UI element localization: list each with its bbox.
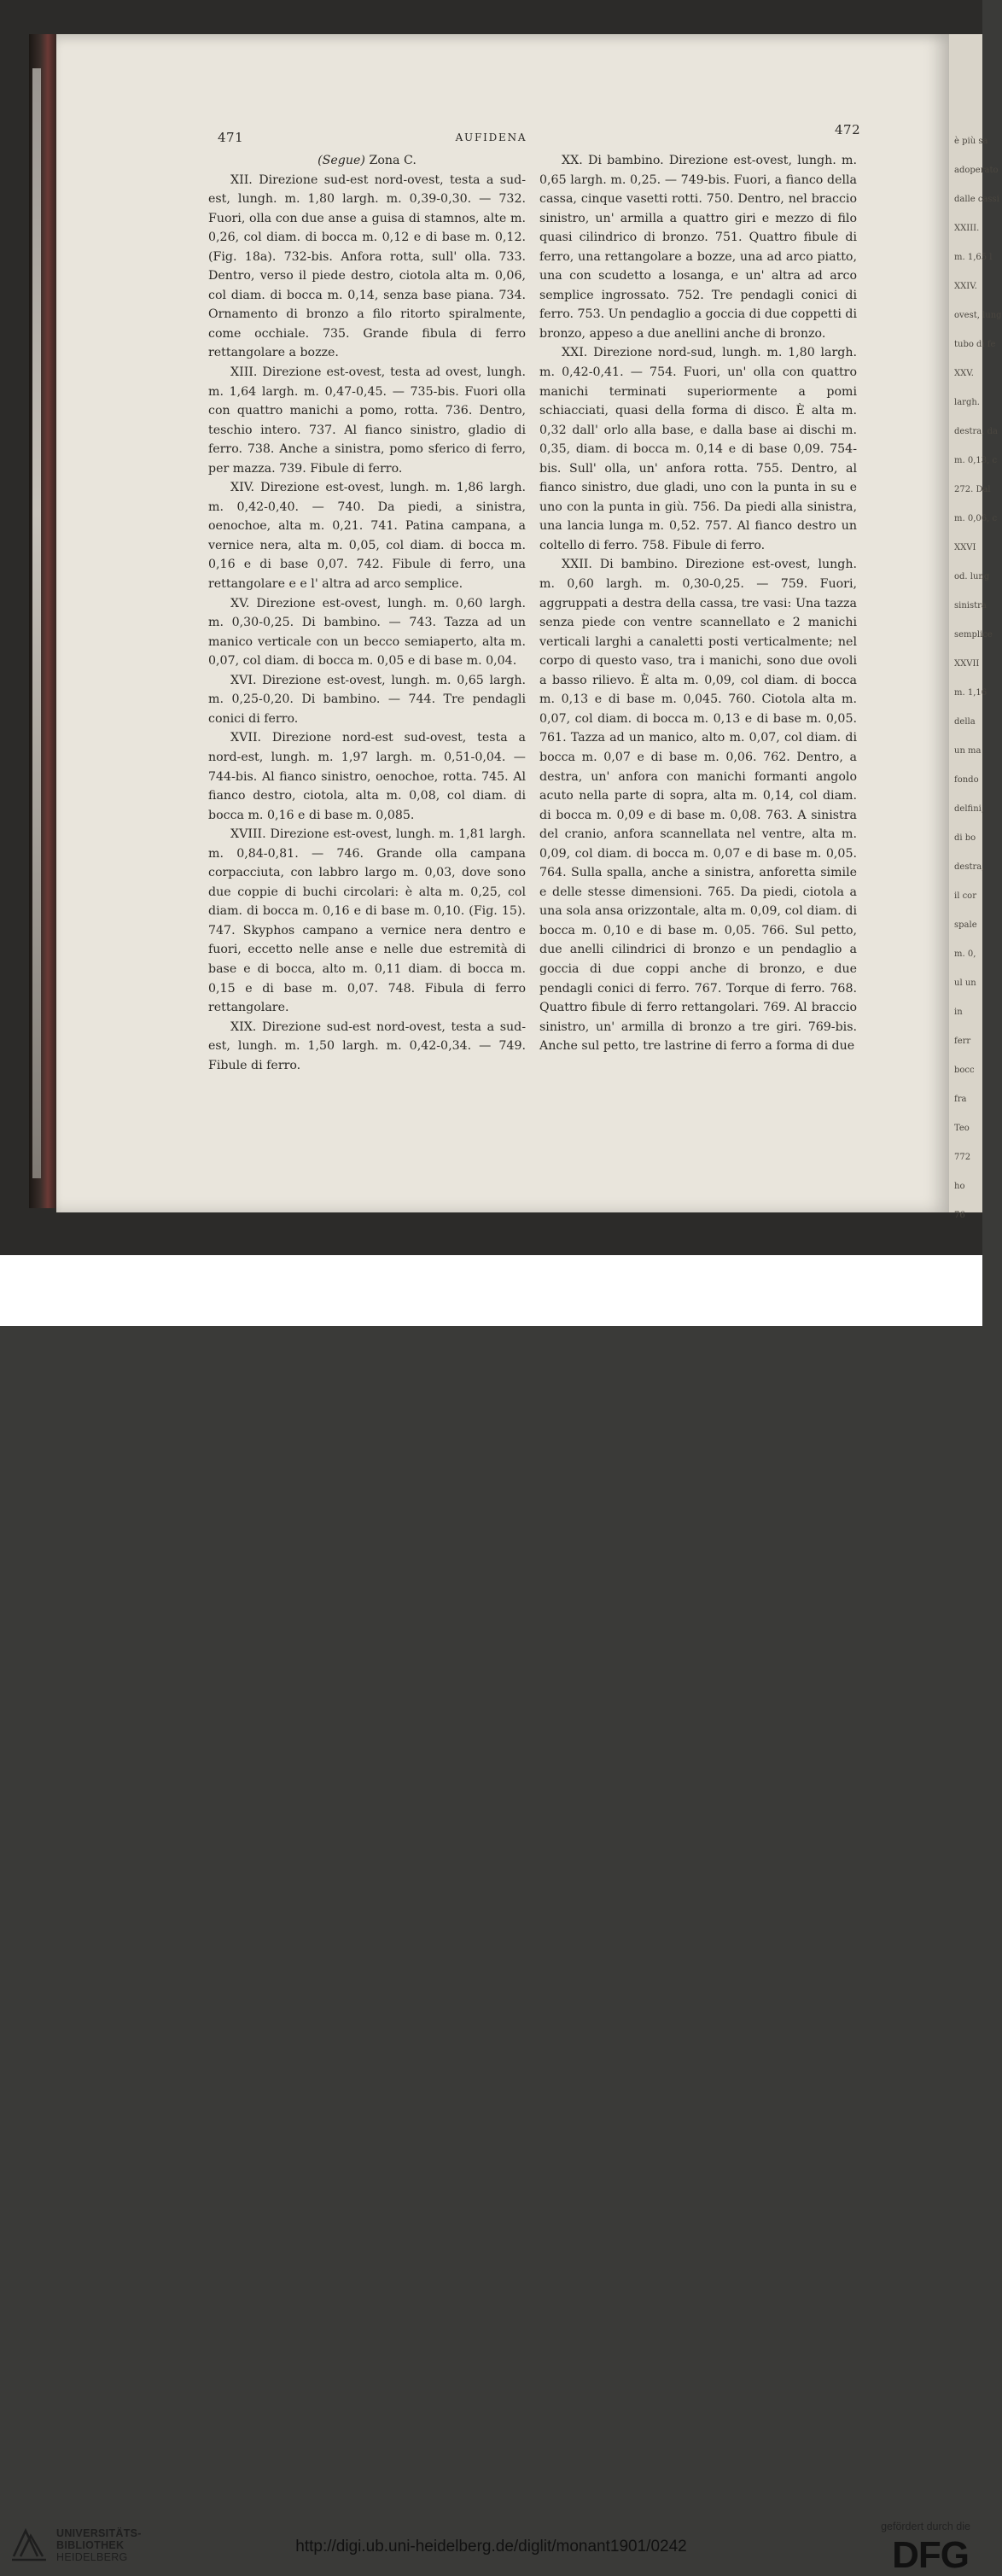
paragraph: XII. Direzione sud-est nord-ovest, testa a sud-est, lungh. m. 1,80 largh. m. 0,39-0,30. — 732. Fuori, olla con due anse a guisa di stamnos, alte m. 0,26, col diam. di bocca m. 0,12 e di base m. 0,12. (Fig. 18a). 732-bis. Anfora rotta, sull' olla. 733. Dentro, verso il piede destro, ciotola alta m. 0,06, col diam. di bocca m. 0,14, senza base piana. 734. Ornamento di bronzo a filo ritorto spiralmente, come occhiale. 735. Grande fibula di ferro rettangolare a bozze. [208, 172, 526, 360]
paragraph: XX. Di bambino. Direzione est-ovest, lungh. m. 0,65 largh. m. 0,25. — 749-bis. Fuori, a fianco della cassa, cinque vasetti rotti. 750. Dentro, nel braccio sinistro, un' armilla a quattro giri e mezzo di filo quasi cilindrico di bronzo. 751. Quattro fibule di ferro, una rettangolare a bozze, una ad arco piatto, una con scudetto a losanga, e un' altra ad arco semplice ingrossato. 752. Tre pendagli conici di ferro. 753. Un pendaglio a goccia di due coppetti di bronzo, appeso a due anellini anche di bronzo. [539, 154, 857, 341]
adjacent-page-text: XXVI [954, 543, 976, 552]
adjacent-page-text: dalle cassi [954, 195, 999, 204]
page-number-left: 471 [218, 130, 244, 145]
page-number-right: 472 [835, 122, 861, 137]
paragraph: XIV. Direzione est-ovest, lungh. m. 1,86 largh. m. 0,42-0,40. — 740. Da piedi, a sinistra, oenochoe, alta m. 0,21. 741. Patina campana, a vernice nera, alta m. 0,05, col diam. di bocca m. 0,16 e di base 0,07. 742. Fibule di ferro, una rettangolare e e l' altra ad arco semplice. [208, 481, 526, 592]
adjacent-page-text: delfini, [954, 804, 985, 814]
permalink-url[interactable]: http://digi.ub.uni-heidelberg.de/diglit/monant1901/0242 [295, 2538, 687, 2556]
adjacent-page-text: fondo [954, 775, 979, 785]
scanned-book-image [0, 0, 1002, 1255]
adjacent-page-text: 772 [954, 1153, 971, 1162]
adjacent-page-text: è più sa [954, 137, 988, 146]
adjacent-page-text: m. 0,06, c [954, 514, 998, 523]
adjacent-page-fragment [949, 34, 1002, 1220]
adjacent-page-text: 272. Dal [954, 485, 991, 494]
paragraph: XV. Direzione est-ovest, lungh. m. 0,60 largh. m. 0,30-0,25. Di bambino. — 743. Tazza ad un manico verticale con un becco semiaperto, alta m. 0,07, col diam. di bocca m. 0,05 e di base m. 0,04. [208, 596, 526, 669]
paragraph: XIX. Direzione sud-est nord-ovest, testa a sud-est, lungh. m. 1,50 largh. m. 0,42-0,34. — 749. Fibule di ferro. [208, 1019, 526, 1072]
adjacent-page-text: m. 1,65 l [954, 253, 993, 262]
paragraph: XVIII. Direzione est-ovest, lungh. m. 1,81 largh. m. 0,84-0,81. — 746. Grande olla campana corpacciuta, con labbro largo m. 0,03, dove sono due coppie di buchi circolari: è alta m. 0,25, col diam. di bocca m. 0,16 e di base m. 0,10. (Fig. 15). 747. Skyphos campano a vernice nera dentro e fuori, eccetto nelle anse e nelle due estremità di base e di bocca, alto m. 0,11 diam. di bocca m. 0,15 e di base m. 0,07. 748. Fibula di ferro rettangolare. [208, 827, 526, 1015]
viewer-footer [0, 1255, 982, 2576]
adjacent-page-text: il cor [954, 891, 976, 901]
adjacent-page-text: fra [954, 1095, 967, 1104]
adjacent-page-text: in [954, 1008, 963, 1017]
paragraph: XVI. Direzione est-ovest, lungh. m. 0,65 largh. m. 0,25-0,20. Di bambino. — 744. Tre pendagli conici di ferro. [208, 673, 526, 726]
adjacent-page-text: sinistra [954, 601, 987, 610]
zone-heading: (Segue) Zona C. [317, 154, 417, 167]
paragraph: XXII. Di bambino. Direzione est-ovest, lungh. m. 0,60 largh. m. 0,30-0,25. — 759. Fuori, aggruppati a destra della cassa, tre vasi: Una tazza senza piede con ventre scannellato e 2 manichi verticali larghi a canaletti posti verticalmente; nel corpo di questo vaso, tra i manichi, sono due ovoli a basso rilievo. È alta m. 0,09, col diam. di bocca m. 0,13 e di base m. 0,045. 760. Ciotola alta m. 0,07, col diam. di bocca m. 0,13 e di base m. 0,05. 761. Tazza ad un manico, alto m. 0,07, col diam. di bocca m. 0,07 e di base m. 0,06. 762. Dentro, a destra, un' anfora con manichi formanti angolo acuto nella parte di sopra, alta m. 0,14, col diam. di bocca m. 0,09 e di base m. 0,08. 763. A sinistra del cranio, anfora scannellata nel ventre, alta m. 0,09, col diam. di bocca m. 0,07 e di base m. 0,05. 764. Sulla spalla, anche a sinistra, anforetta simile e delle stesse dimensioni. 765. Da piedi, ciotola a una sola ansa orizzontale, alta m. 0,09, col diam. di bocca m. 0,10 e di base m. 0,05. 766. Sul petto, due anelli cilindrici di bronzo e un pendaglio a goccia di due coppi anche di bronzo, e due pendagli conici di ferro. 767. Torque di ferro. 768. Quattro fibule di ferro rettangolari. 769. Al braccio sinistro, un' armilla di bronzo a tre giri. 769-bis. Anche sul petto, tre lastrine di ferro a forma di due [539, 558, 857, 1054]
adjacent-page-text: XXIV. [954, 282, 977, 291]
adjacent-page-text: 76 [954, 1211, 965, 1220]
adjacent-page-text: destra, da [954, 427, 998, 436]
adjacent-page-text: Teo [954, 1124, 970, 1133]
funding-label: gefördert durch die [881, 2521, 970, 2532]
left-column [208, 151, 526, 1075]
adjacent-page-text: della [954, 717, 976, 727]
adjacent-page-text: adoperato [954, 166, 999, 175]
adjacent-page-text: m. 0,13, c [954, 456, 998, 465]
adjacent-page-text: un ma [954, 746, 982, 756]
adjacent-page-text: od. lung [954, 572, 990, 581]
right-column [539, 151, 857, 1056]
dfg-logo[interactable]: DFG [892, 2534, 969, 2576]
adjacent-page-text: largh. [954, 398, 980, 407]
adjacent-page-text: XXV. [954, 369, 974, 378]
adjacent-page-text: tubo di fe [954, 340, 996, 349]
adjacent-page-text: bocc [954, 1066, 975, 1075]
paragraph: XXI. Direzione nord-sud, lungh. m. 1,80 largh. m. 0,42-0,41. — 754. Fuori, un' olla con quattro manichi terminati superiormente a pomi schiacciati, quasi della forma di disco. È alta m. 0,32 dall' orlo alla base, e dalla base ai dischi m. 0,35, diam. di bocca m. 0,14 e di base 0,09. 754-bis. Sull' olla, un' anfora rotta. 755. Dentro, al fianco sinistro, due gladi, uno con la punta in su e uno con la punta in giù. 756. Da piedi alla sinistra, una lancia lunga m. 0,52. 757. Al fianco destro un coltello di ferro. 758. Fibule di ferro. [539, 346, 857, 552]
adjacent-page-text: ho [954, 1182, 965, 1191]
adjacent-page-text: ferr [954, 1037, 971, 1046]
paragraph: XVII. Direzione nord-est sud-ovest, testa a nord-est, lungh. m. 1,97 largh. m. 0,51-0,04. — 744-bis. Al fianco sinistro, oenochoe, rotta. 745. Al fianco destro, ciotola, alta m. 0,08, col diam. di bocca m. 0,16 e di base m. 0,085. [208, 731, 526, 822]
university-library-name[interactable]: UNIVERSITÄTS- BIBLIOTHEK HEIDELBERG [56, 2527, 142, 2563]
adjacent-page-text: ul un [954, 978, 976, 988]
adjacent-page-text: spale [954, 920, 977, 930]
adjacent-page-text: ovest, lung [954, 311, 1002, 320]
adjacent-page-text: di bo [954, 833, 976, 843]
book-spine-edge [29, 34, 58, 1208]
adjacent-page-text: destra, [954, 862, 985, 872]
adjacent-page-text: XXVII [954, 659, 980, 669]
adjacent-page-text: semplice [954, 630, 993, 640]
adjacent-page-text: m. 0, [954, 949, 976, 959]
adjacent-page-text: m. 1,16 [954, 688, 987, 698]
adjacent-page-text: XXIII. [954, 224, 980, 233]
running-title: AUFIDENA [455, 131, 527, 143]
paragraph: XIII. Direzione est-ovest, testa ad ovest, lungh. m. 1,64 largh. m. 0,47-0,45. — 735-bis. Fuori olla con quattro manichi a pomo, rotta. 736. Dentro, teschio intero. 737. Al fianco sinistro, gladio di ferro. 738. Anche a sinistra, pomo sferico di ferro, per mazza. 739. Fibule di ferro. [208, 365, 526, 476]
